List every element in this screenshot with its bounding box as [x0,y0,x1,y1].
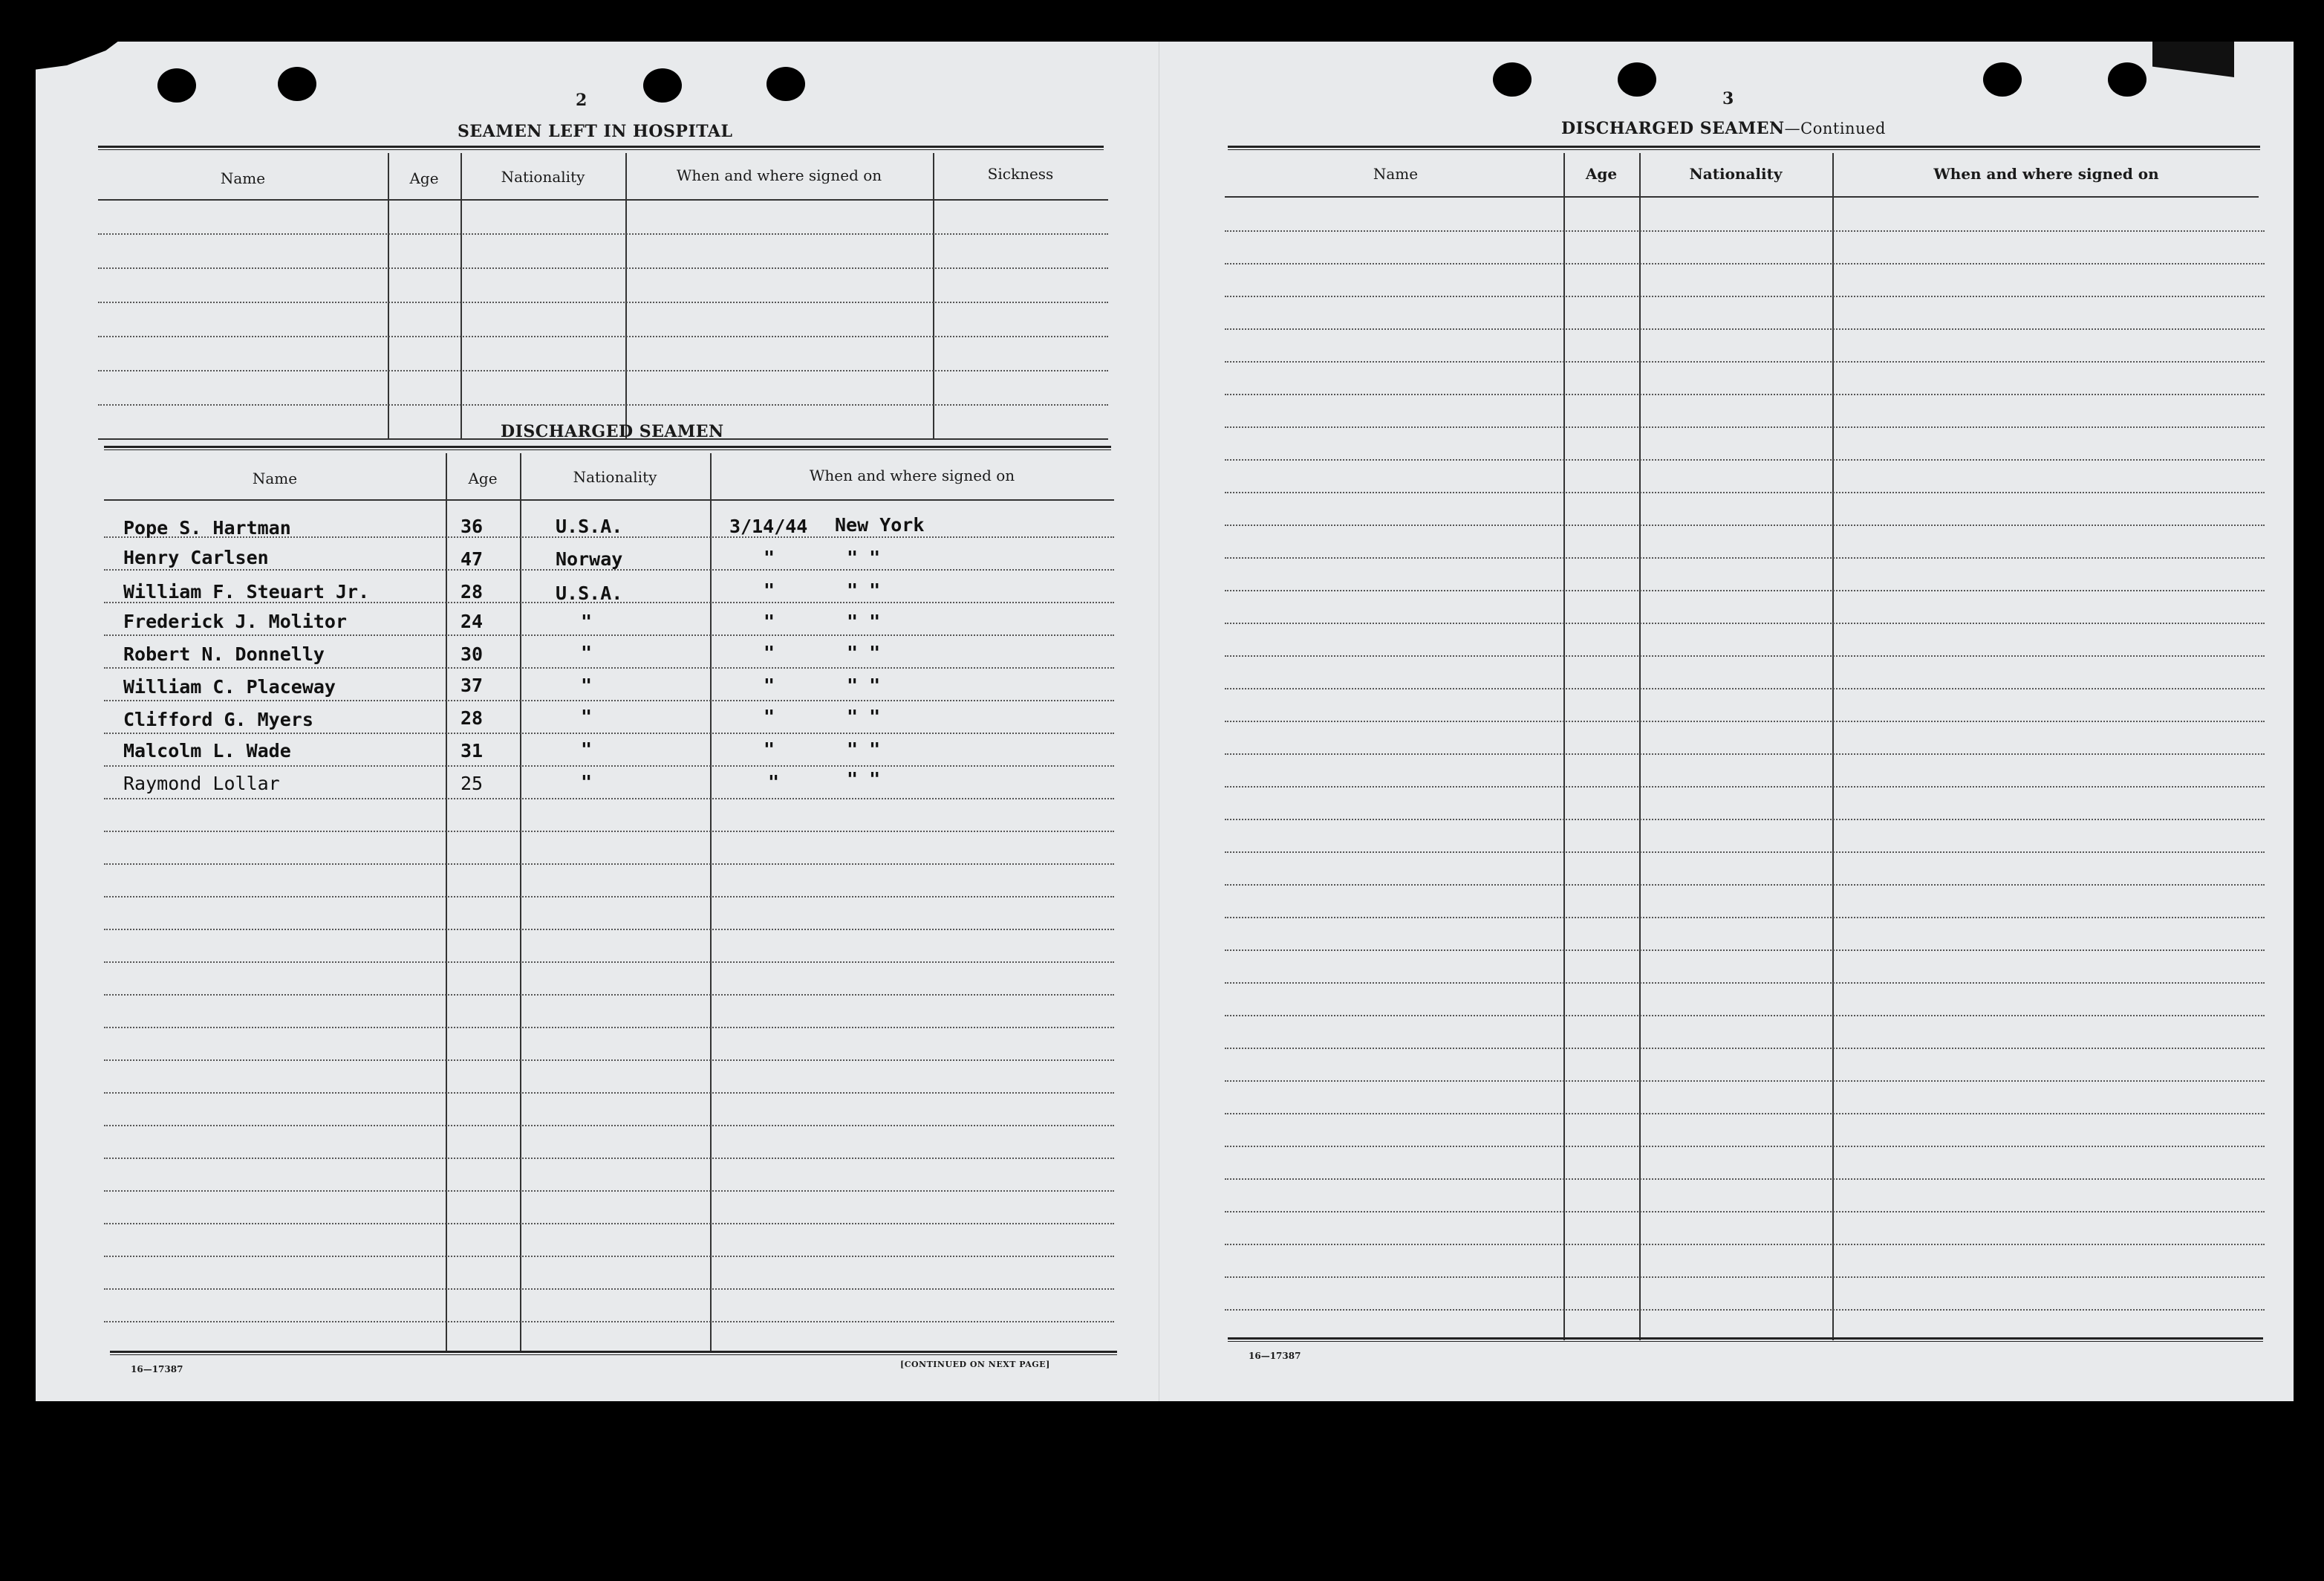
hospital-col-divider [388,153,389,438]
seaman-name: Frederick J. Molitor [123,611,348,632]
hospital-top-rule [98,146,1104,150]
right-top-rule [1228,146,2260,150]
right-row-line [1225,296,2265,297]
right-col-divider [1563,153,1565,1340]
right-row-line [1225,1146,2265,1147]
discharged-row-line [104,1288,1114,1290]
seaman-nationality: Norway [556,548,623,570]
discharged-row-line [104,1059,1114,1061]
seaman-name: Clifford G. Myers [123,709,313,730]
discharged-col-divider [446,453,447,1352]
hospital-col-divider [933,153,934,438]
seaman-age: 28 [460,707,484,729]
signed-date: " [764,642,775,663]
discharged-row-line [104,1321,1114,1322]
right-bottom-rule [1228,1337,2263,1342]
signed-date: " [764,675,775,696]
hospital-col-sickness: Sickness [987,165,1054,183]
right-row-line [1225,1276,2265,1278]
right-row-line [1225,655,2265,657]
right-row-line [1225,623,2265,624]
seaman-name: Pope S. Hartman [123,517,291,539]
title-main: DISCHARGED SEAMEN [1561,119,1785,138]
right-row-line [1225,982,2265,984]
discharged-col-signed-on: When and where signed on [809,467,1015,484]
seaman-age: 25 [460,773,484,794]
discharged-row-line [104,1223,1114,1224]
signed-place: " " [847,547,881,568]
discharged-row-line [104,733,1114,734]
seaman-age: 36 [460,516,484,537]
right-row-line [1225,1211,2265,1212]
discharged-row-line [104,667,1114,669]
right-row-line [1225,1015,2265,1016]
right-row-line [1225,917,2265,918]
right-row-line [1225,819,2265,820]
seaman-name: Raymond Lollar [123,773,280,794]
seaman-nationality: " [581,706,593,727]
seaman-age: 28 [460,581,484,603]
right-col-age: Age [1585,165,1618,183]
signed-date: 3/14/44 [729,516,808,537]
right-row-line [1225,1178,2265,1180]
discharged-header-rule [104,499,1114,501]
signed-place: " " [847,642,881,663]
seaman-name: Henry Carlsen [123,547,269,568]
hospital-col-signed-on: When and where signed on [676,166,882,184]
form-code: 16—17387 [131,1364,183,1374]
right-row-line [1225,1048,2265,1049]
signed-date: " [764,547,775,568]
discharged-row-line [104,1092,1114,1094]
discharged-section-title: DISCHARGED SEAMEN [501,422,724,441]
seaman-nationality: " [581,771,593,793]
hospital-header-rule [98,199,1108,201]
right-col-signed-on: When and where signed on [1933,165,2159,183]
right-row-line [1225,459,2265,461]
discharged-continued-title [1561,119,1886,138]
seaman-age: 47 [460,548,484,570]
hospital-col-name: Name [220,169,266,187]
hospital-row-line [98,267,1108,269]
seaman-nationality: U.S.A. [556,582,623,604]
discharged-row-line [104,929,1114,930]
discharged-col-age: Age [468,470,498,487]
right-col-nationality: Nationality [1689,165,1783,183]
right-row-line [1225,230,2265,232]
right-row-line [1225,590,2265,591]
seaman-name: Robert N. Donnelly [123,643,325,665]
page-number: 2 [576,91,587,110]
right-row-line [1225,851,2265,853]
right-row-line [1225,884,2265,886]
right-row-line [1225,688,2265,689]
signed-date: " [764,706,775,727]
hospital-col-nationality: Nationality [501,168,585,186]
right-col-divider [1639,153,1641,1340]
signed-place: " " [847,580,881,601]
right-row-line [1225,1113,2265,1114]
seaman-name: William C. Placeway [123,676,336,698]
discharged-row-line [104,961,1114,963]
right-row-line [1225,753,2265,755]
discharged-row-line [104,765,1114,767]
seaman-nationality: " [581,642,593,663]
discharged-col-nationality: Nationality [573,468,657,486]
signed-date: " [764,580,775,601]
discharged-top-rule [104,446,1111,450]
seaman-nationality: " [581,738,593,760]
seaman-name: William F. Steuart Jr. [123,581,370,603]
discharged-row-line [104,1125,1114,1126]
right-row-line [1225,786,2265,788]
hospital-col-divider [625,153,627,438]
hospital-row-line [98,404,1108,406]
right-row-line [1225,721,2265,722]
hospital-row-line [98,336,1108,337]
signed-date: " [764,611,775,632]
seaman-nationality: U.S.A. [556,516,623,537]
signed-date: " [764,738,775,760]
discharged-row-line [104,1190,1114,1192]
right-row-line [1225,1244,2265,1245]
right-col-divider [1832,153,1834,1340]
discharged-row-line [104,798,1114,799]
signed-place: " " [847,768,881,790]
signed-place: " " [847,738,881,760]
discharged-row-line [104,1158,1114,1159]
hospital-section-title: SEAMEN LEFT IN HOSPITAL [458,122,733,141]
right-row-line [1225,1080,2265,1082]
seaman-name: Malcolm L. Wade [123,740,291,762]
seaman-nationality: " [581,675,593,696]
right-row-line [1225,525,2265,526]
discharged-row-line [104,634,1114,636]
discharged-row-line [104,700,1114,701]
hospital-row-line [98,302,1108,303]
discharged-col-divider [520,453,521,1352]
title-continued: —Continued [1784,120,1886,137]
signed-place: " " [847,675,881,696]
discharged-row-line [104,1027,1114,1028]
seaman-age: 31 [460,740,484,762]
right-row-line [1225,263,2265,264]
hospital-row-line [98,233,1108,235]
continued-note: [CONTINUED ON NEXT PAGE] [900,1360,1050,1369]
signed-place: New York [835,514,925,536]
hospital-row-line [98,370,1108,371]
right-row-line [1225,328,2265,330]
right-page [1159,42,2294,1401]
seaman-age: 37 [460,675,484,696]
discharged-row-line [104,896,1114,897]
seaman-age: 24 [460,611,484,632]
right-row-line [1225,426,2265,428]
discharged-row-line [104,831,1114,832]
right-row-line [1225,557,2265,559]
hospital-col-age: Age [409,169,439,187]
discharged-row-line [104,863,1114,865]
signed-date: " [768,771,780,793]
signed-place: " " [847,706,881,727]
hospital-col-divider [460,153,462,438]
right-header-rule [1225,196,2259,198]
right-row-line [1225,361,2265,363]
right-row-line [1225,492,2265,493]
seaman-nationality: " [581,611,593,632]
right-col-name: Name [1373,165,1419,183]
seaman-age: 30 [460,643,484,665]
signed-place: " " [847,611,881,632]
right-row-line [1225,394,2265,395]
discharged-row-line [104,994,1114,996]
page-number: 3 [1722,89,1734,108]
discharged-col-divider [710,453,712,1352]
right-row-line [1225,949,2265,951]
discharged-bottom-rule [110,1351,1117,1355]
discharged-row-line [104,1256,1114,1257]
right-row-line [1225,1309,2265,1311]
left-page [36,42,1159,1401]
form-code: 16—17387 [1249,1351,1301,1361]
discharged-col-name: Name [252,470,298,487]
